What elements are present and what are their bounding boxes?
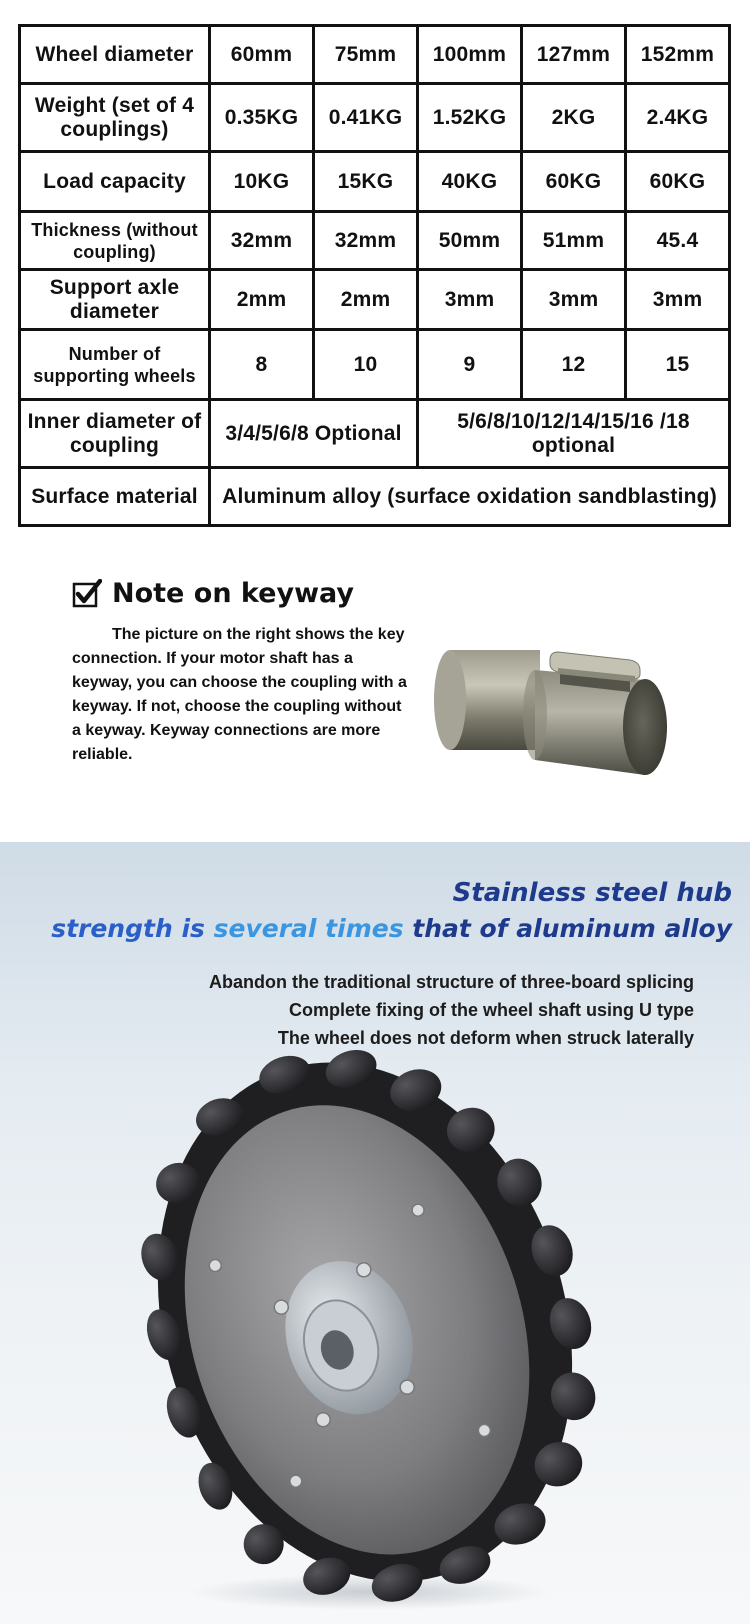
note-heading: Note on keyway bbox=[112, 578, 355, 609]
row-label: Inner diameter of coupling bbox=[20, 400, 210, 468]
table-cell: 0.35KG bbox=[210, 84, 314, 152]
keyway-note bbox=[72, 578, 412, 783]
table-cell: 100mm bbox=[418, 26, 522, 84]
table-cell: 32mm bbox=[314, 212, 418, 270]
table-cell: 2.4KG bbox=[626, 84, 730, 152]
hub-banner bbox=[0, 842, 750, 1624]
table-cell: Aluminum alloy (surface oxidation sandblasting) bbox=[210, 468, 730, 526]
table-cell: 45.4 bbox=[626, 212, 730, 270]
subtitle-part-3: that of aluminum alloy bbox=[412, 914, 732, 943]
table-row bbox=[20, 468, 730, 526]
table-cell: 60mm bbox=[210, 26, 314, 84]
checkbox-check-icon bbox=[72, 579, 102, 609]
table-cell: 3/4/5/6/8 Optional bbox=[210, 400, 418, 468]
table-row bbox=[20, 152, 730, 212]
table-cell: 15KG bbox=[314, 152, 418, 212]
table-cell: 1.52KG bbox=[418, 84, 522, 152]
table-cell: 51mm bbox=[522, 212, 626, 270]
table-cell: 0.41KG bbox=[314, 84, 418, 152]
subtitle-part-2: several times bbox=[213, 914, 413, 943]
row-label: Weight (set of 4 couplings) bbox=[20, 84, 210, 152]
table-row bbox=[20, 26, 730, 84]
table-cell: 8 bbox=[210, 330, 314, 400]
table-cell: 12 bbox=[522, 330, 626, 400]
row-label: Wheel diameter bbox=[20, 26, 210, 84]
keyed-shaft-image bbox=[430, 640, 675, 800]
table-row bbox=[20, 84, 730, 152]
banner-title: Stainless steel hub bbox=[452, 878, 732, 908]
table-cell: 3mm bbox=[418, 270, 522, 330]
omni-wheel-image bbox=[130, 1032, 600, 1612]
table-cell: 10 bbox=[314, 330, 418, 400]
table-row bbox=[20, 330, 730, 400]
table-cell: 5/6/8/10/12/14/15/16 /18 optional bbox=[418, 400, 730, 468]
banner-subtitle bbox=[51, 914, 732, 943]
table-cell: 2mm bbox=[210, 270, 314, 330]
row-label: Load capacity bbox=[20, 152, 210, 212]
row-label: Support axle diameter bbox=[20, 270, 210, 330]
row-label: Number of supporting wheels bbox=[20, 330, 210, 400]
table-cell: 2KG bbox=[522, 84, 626, 152]
table-row bbox=[20, 270, 730, 330]
spec-table bbox=[18, 24, 731, 527]
table-cell: 9 bbox=[418, 330, 522, 400]
table-cell: 60KG bbox=[522, 152, 626, 212]
table-cell: 50mm bbox=[418, 212, 522, 270]
note-title-row bbox=[72, 578, 412, 609]
row-label: Surface material bbox=[20, 468, 210, 526]
table-cell: 60KG bbox=[626, 152, 730, 212]
table-cell: 3mm bbox=[626, 270, 730, 330]
feature-line: Abandon the traditional structure of three-board splicing bbox=[208, 972, 694, 992]
table-cell: 2mm bbox=[314, 270, 418, 330]
table-cell: 10KG bbox=[210, 152, 314, 212]
table-cell: 40KG bbox=[418, 152, 522, 212]
subtitle-part-1: strength is bbox=[51, 914, 214, 943]
row-label: Thickness (without coupling) bbox=[20, 212, 210, 270]
feature-line: Complete fixing of the wheel shaft using U type bbox=[288, 1000, 694, 1020]
table-row bbox=[20, 400, 730, 468]
table-cell: 152mm bbox=[626, 26, 730, 84]
table-cell: 15 bbox=[626, 330, 730, 400]
table-cell: 3mm bbox=[522, 270, 626, 330]
table-row bbox=[20, 212, 730, 270]
table-cell: 75mm bbox=[314, 26, 418, 84]
table-cell: 32mm bbox=[210, 212, 314, 270]
table-cell: 127mm bbox=[522, 26, 626, 84]
feature-line: The wheel does not deform when struck laterally bbox=[277, 1028, 694, 1048]
note-body: The picture on the right shows the key connection. If your motor shaft has a keyway, you can choose the coupling with a keyway. If not, choose the coupling without a keyway. Keyway connections are more reliable. bbox=[72, 626, 407, 763]
